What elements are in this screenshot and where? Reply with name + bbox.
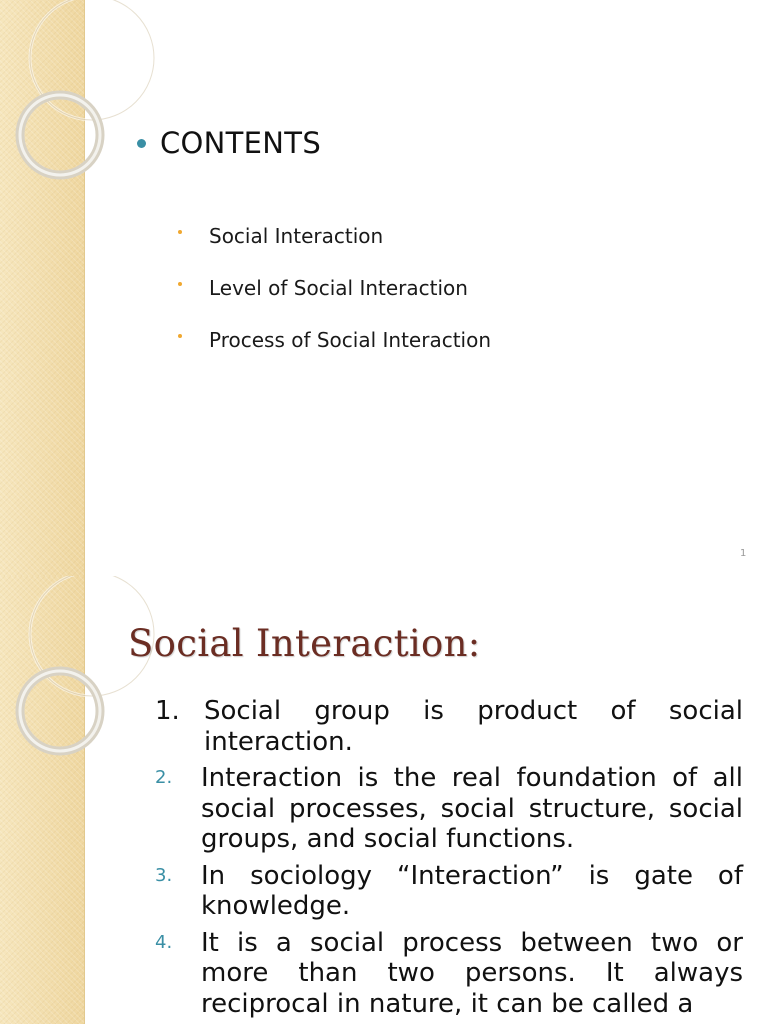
list-item-label: Social Interaction (209, 224, 384, 248)
list-item-number: 3. (155, 864, 173, 886)
orange-dot-icon (178, 230, 182, 234)
list-item-number: 2. (155, 767, 173, 788)
numbered-list (155, 696, 743, 1024)
list-item-label: Level of Social Interaction (209, 276, 468, 300)
contents-heading: CONTENTS (160, 126, 322, 160)
decorative-strip (0, 0, 85, 576)
slide-title: Social Interaction: (128, 622, 481, 665)
contents-heading-row (137, 126, 321, 160)
teal-dot-icon (137, 139, 146, 148)
list-item-label: Process of Social Interaction (209, 328, 492, 352)
decorative-strip (0, 576, 85, 1024)
list-item (178, 262, 491, 314)
list-item-text: Social group is product of social interaction. (204, 696, 743, 757)
list-item-number: 1. (155, 696, 180, 726)
page-number: 1 (740, 548, 747, 559)
list-item (155, 696, 743, 757)
list-item (155, 763, 743, 855)
list-item (155, 928, 743, 1020)
contents-list (178, 210, 491, 366)
list-item-text: It is a social process between two or more than two persons. It always reciprocal in nature, it can be called a (201, 927, 743, 1019)
orange-dot-icon (178, 282, 182, 286)
orange-dot-icon (178, 334, 182, 338)
slide-social-interaction (0, 576, 768, 1024)
list-item-text: In sociology “Interaction” is gate of knowledge. (201, 860, 743, 921)
list-item-number: 4. (155, 931, 173, 953)
list-item (178, 210, 491, 262)
list-item (155, 861, 743, 922)
list-item-text: Interaction is the real foundation of all social processes, social structure, social groups, and social functions. (201, 763, 743, 854)
list-item (178, 314, 491, 366)
